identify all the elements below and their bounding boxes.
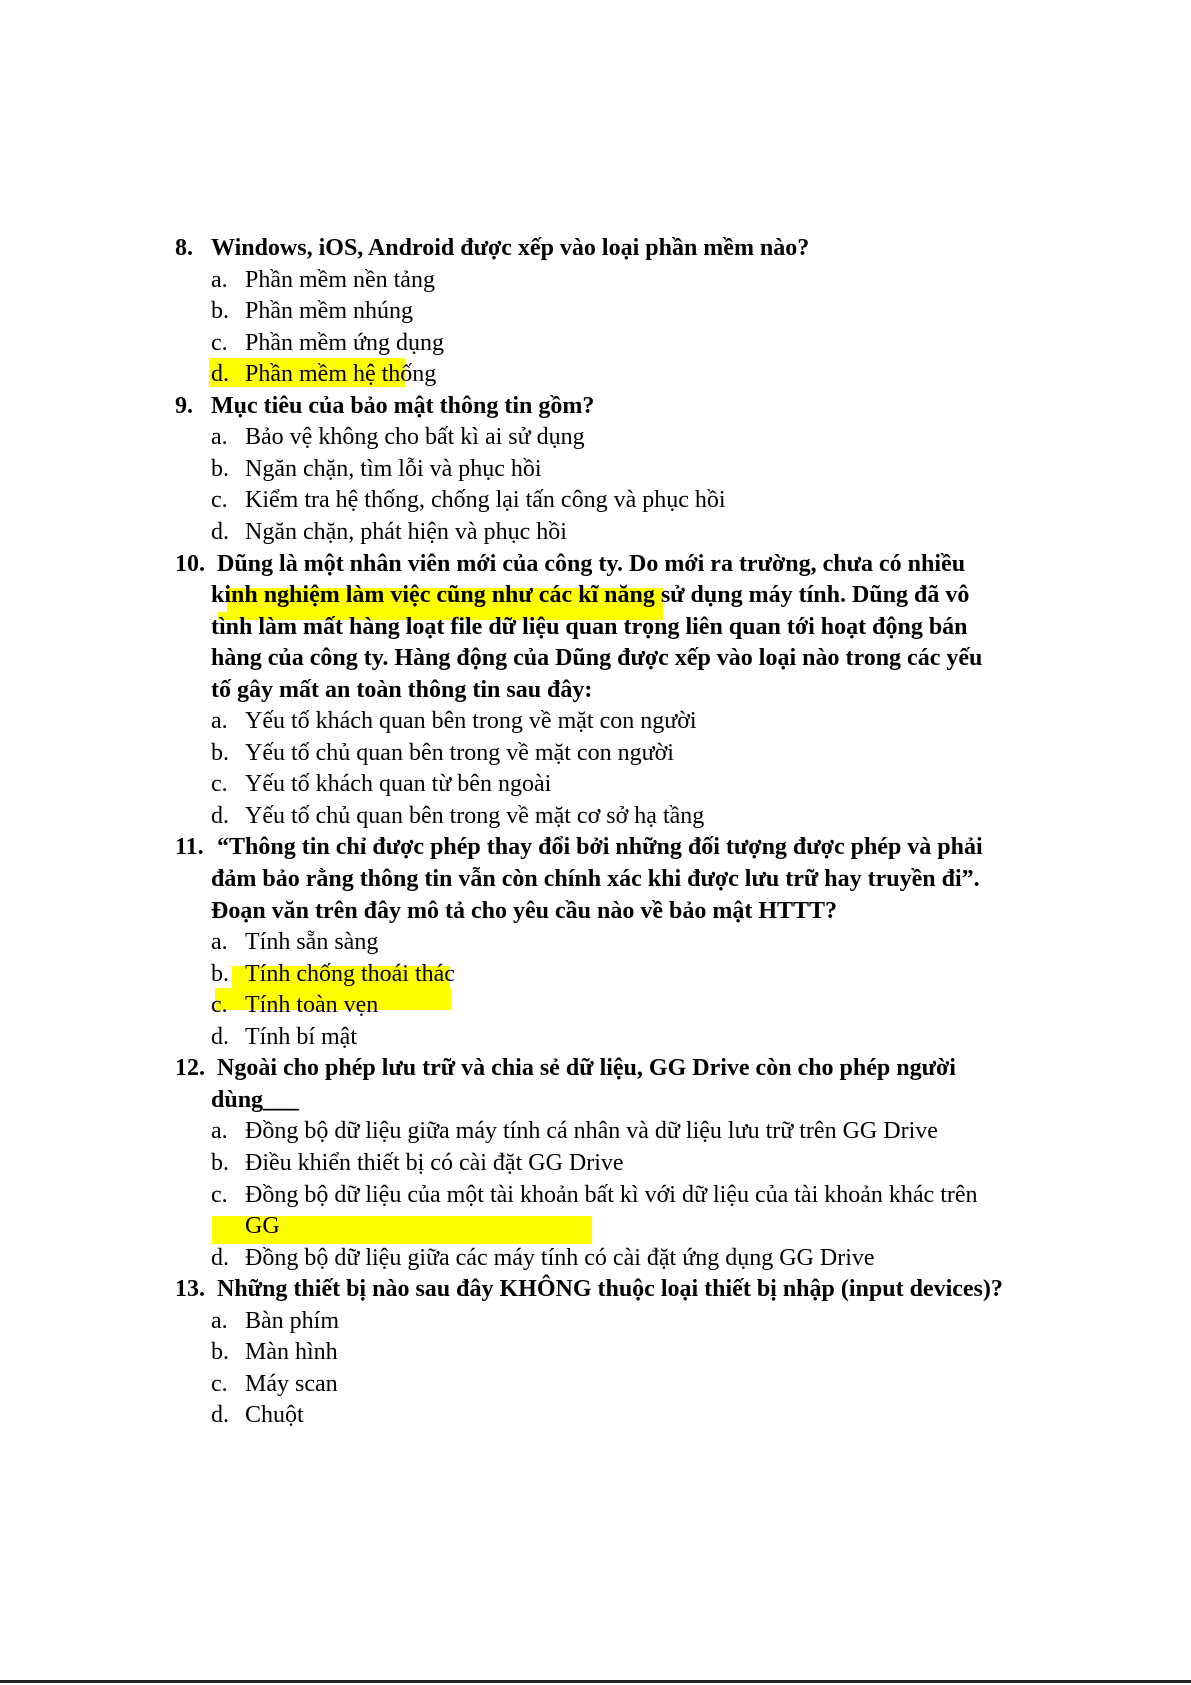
option-text: Đồng bộ dữ liệu giữa máy tính cá nhân và dữ liệu lưu trữ trên GG Drive bbox=[245, 1118, 938, 1145]
option-letter: c. bbox=[211, 329, 228, 356]
option-text: Ngăn chặn, phát hiện và phục hồi bbox=[245, 518, 567, 545]
option-letter: b. bbox=[211, 1339, 229, 1366]
option-text: Yếu tố chủ quan bên trong về mặt cơ sở hạ tầng bbox=[245, 802, 705, 829]
option-letter: d. bbox=[211, 518, 229, 545]
option-letter: b. bbox=[211, 960, 229, 987]
option-text: Phần mềm hệ thống bbox=[245, 361, 437, 388]
option-text: Yếu tố chủ quan bên trong về mặt con người bbox=[245, 739, 674, 766]
question-number: 8. bbox=[175, 235, 193, 261]
option-text: GG bbox=[245, 1213, 280, 1240]
option-letter: a. bbox=[211, 1118, 228, 1145]
question-text: Mục tiêu của bảo mật thông tin gồm? bbox=[211, 392, 595, 419]
option-letter: a. bbox=[211, 424, 228, 451]
option-text: Kiểm tra hệ thống, chống lại tấn công và phục hồi bbox=[245, 487, 726, 514]
page-bottom-rule bbox=[0, 1680, 1191, 1683]
option-letter: d. bbox=[211, 1402, 229, 1429]
option-letter: a. bbox=[211, 266, 228, 293]
question-number: 13. bbox=[175, 1276, 205, 1303]
option-text: Ngăn chặn, tìm lỗi và phục hồi bbox=[245, 455, 542, 482]
option-letter: a. bbox=[211, 929, 228, 956]
option-letter: c. bbox=[211, 992, 228, 1019]
option-text: Đồng bộ dữ liệu của một tài khoản bất kì với dữ liệu của tài khoản khác trên bbox=[245, 1181, 978, 1208]
option-letter: c. bbox=[211, 487, 228, 514]
question-text: kinh nghiệm làm việc cũng như các kĩ năng sử dụng máy tính. Dũng đã vô bbox=[211, 582, 970, 609]
question-number: 9. bbox=[175, 392, 193, 419]
option-text: Phần mềm nhúng bbox=[245, 298, 413, 325]
option-letter: d. bbox=[211, 361, 229, 388]
option-text: Tính bí mật bbox=[245, 1023, 357, 1050]
option-letter: b. bbox=[211, 298, 229, 325]
option-text: Phần mềm ứng dụng bbox=[245, 329, 444, 356]
option-letter: c. bbox=[211, 771, 228, 798]
question-text: dùng___ bbox=[211, 1086, 300, 1113]
option-text: Yếu tố khách quan từ bên ngoài bbox=[245, 771, 552, 798]
option-letter: b. bbox=[211, 455, 229, 482]
option-text: Phần mềm nền tảng bbox=[245, 266, 435, 293]
option-letter: d. bbox=[211, 802, 229, 829]
question-number: 10. bbox=[175, 550, 205, 577]
option-text: Màn hình bbox=[245, 1339, 338, 1366]
question-text: Những thiết bị nào sau đây KHÔNG thuộc loại thiết bị nhập (input devices)? bbox=[217, 1276, 1003, 1303]
option-text: Tính sẵn sàng bbox=[245, 929, 379, 956]
question-text: tình làm mất hàng loạt file dữ liệu quan trọng liên quan tới hoạt động bán bbox=[211, 613, 968, 640]
option-letter: b. bbox=[211, 739, 229, 766]
option-text: Tính chống thoái thác bbox=[245, 960, 455, 987]
option-letter: b. bbox=[211, 1149, 229, 1176]
option-letter: c. bbox=[211, 1370, 228, 1397]
option-letter: a. bbox=[211, 1307, 228, 1334]
question-text: Dũng là một nhân viên mới của công ty. Do mới ra trường, chưa có nhiều bbox=[217, 550, 966, 577]
option-text: Yếu tố khách quan bên trong về mặt con người bbox=[245, 708, 697, 735]
option-text: Bảo vệ không cho bất kì ai sử dụng bbox=[245, 424, 585, 451]
option-letter: d. bbox=[211, 1244, 229, 1271]
question-text: Ngoài cho phép lưu trữ và chia sẻ dữ liệu, GG Drive còn cho phép người bbox=[217, 1055, 956, 1082]
question-text: “Thông tin chỉ được phép thay đổi bởi những đối tượng được phép và phải bbox=[217, 834, 983, 861]
question-number: 11. bbox=[175, 834, 204, 861]
option-letter: a. bbox=[211, 708, 228, 735]
option-text: Tính toàn vẹn bbox=[245, 992, 379, 1019]
option-letter: c. bbox=[211, 1181, 228, 1208]
option-text: Đồng bộ dữ liệu giữa các máy tính có cài đặt ứng dụng GG Drive bbox=[245, 1244, 875, 1271]
question-text: Đoạn văn trên đây mô tả cho yêu cầu nào về bảo mật HTTT? bbox=[211, 897, 838, 924]
option-letter: d. bbox=[211, 1023, 229, 1050]
question-text: đảm bảo rằng thông tin vẫn còn chính xác khi được lưu trữ hay truyền đi”. bbox=[211, 866, 980, 892]
question-number: 12. bbox=[175, 1055, 205, 1082]
question-text: Windows, iOS, Android được xếp vào loại phần mềm nào? bbox=[211, 235, 810, 261]
option-text: Chuột bbox=[245, 1402, 304, 1429]
option-text: Máy scan bbox=[245, 1370, 338, 1397]
question-text: tố gây mất an toàn thông tin sau đây: bbox=[211, 676, 593, 703]
option-text: Điều khiển thiết bị có cài đặt GG Drive bbox=[245, 1149, 624, 1176]
question-text: hàng của công ty. Hàng động của Dũng được xếp vào loại nào trong các yếu bbox=[211, 645, 983, 672]
option-text: Bàn phím bbox=[245, 1307, 339, 1334]
